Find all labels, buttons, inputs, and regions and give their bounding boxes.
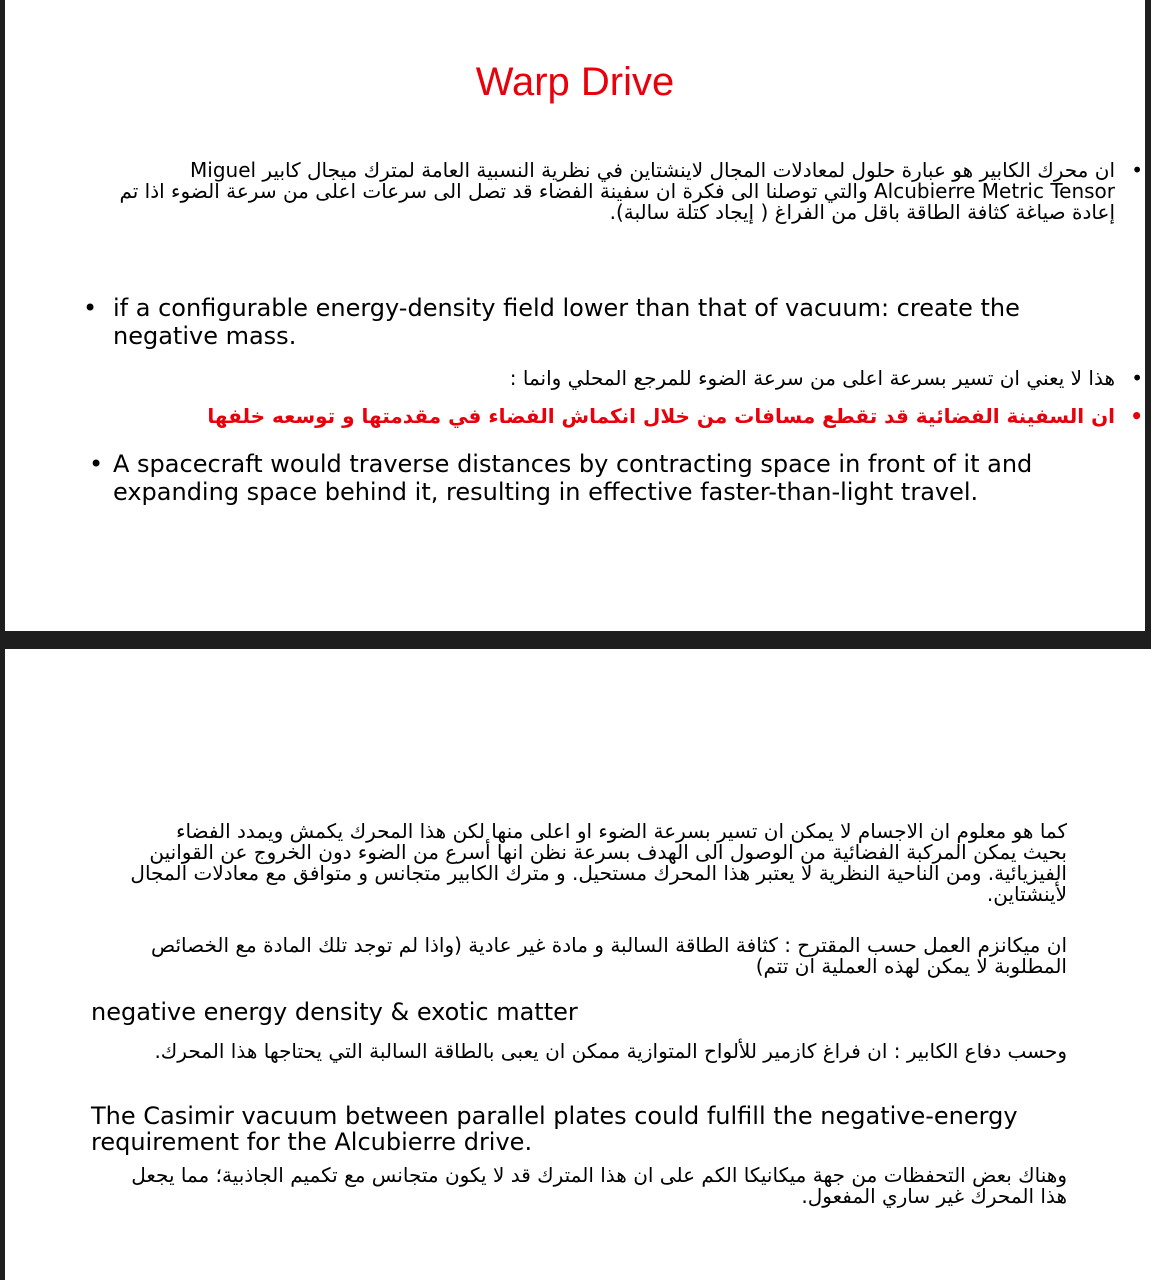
arabic-paragraph-4: وهناك بعض التحفظات من جهة ميكانيكا الكم على ان هذا المترك قد لا يكون متجانس مع تكميم الجاذبية؛ مما يجعل هذا المحرك غير ساري المفعول. [131,1163,1067,1208]
english-paragraph-2: The Casimir vacuum between parallel plates could fulfill the negative-energy requirement for the Alcubierre drive. [91,1102,1018,1156]
arabic-text: ان السفينة الفضائية قد تقطع مسافات من خلال انكماش الفضاء في مقدمتها و توسعه خلفها [207,404,1115,428]
english-paragraph-1: negative energy density & exotic matter [91,998,578,1026]
arabic-paragraph-3: وحسب دفاع الكابير : ان فراغ كازمير للألواح المتوازية ممكن ان يعبى بالطاقة السالبة التي يحتاجها هذا المحرك. [154,1039,1067,1063]
english-bullet-2 [83,450,1043,506]
bullet-dot: • [89,450,104,478]
arabic-text: هذا لا يعني ان تسير بسرعة اعلى من سرعة الضوء للمرجع المحلي وانما : [509,366,1115,390]
bullet-dot: • [83,294,98,322]
english-bullet-1 [83,294,1063,350]
slide-title: Warp Drive [475,60,675,104]
arabic-text: ان محرك الكابير هو عبارة حلول لمعادلات المجال لاينشتاين في نظرية النسبية العامة لمترك ميجال كابير Miguel Alcubierre Metric Tensor والتي توصلنا الى فكرة ان سفينة الفضاء قد تصل الى سرعات اعلى من سرعة الضوء اذا تم إعادة صياغة كثافة الطاقة باقل من الفراغ ( إيجاد كتلة سالبة). [119,158,1115,224]
slide-2 [5,649,1151,1280]
arabic-paragraph-2: ان ميكانزم العمل حسب المقترح : كثافة الطاقة السالبة و مادة غير عادية (واذا لم توجد تلك المادة مع الخصائص المطلوبة لا يمكن لهذه العملية ان تتم) [150,933,1067,978]
arabic-bullet-3-highlight [115,404,1143,428]
bullet-dot: • [1131,158,1143,182]
slide-1 [5,0,1145,631]
arabic-bullet-2 [115,366,1143,390]
arabic-paragraph-1: كما هو معلوم ان الاجسام لا يمكن ان تسير بسرعة الضوء او اعلى منها لكن هذا المحرك يكمش ويمدد الفضاء بحيث يمكن المركبة الفضائية من الوصول الى الهدف بسرعة نظن انها أسرع من الضوء دون الخروج عن القوانين الفيزيائية. ومن الناحية النظرية لا يعتبر هذا المحرك مستحيل. و مترك الكابير متجانس و متوافق مع معادلات المجال لأينشتاين. [130,819,1067,906]
english-text: if a configurable energy-density field lower than that of vacuum: create the negative mass. [113,294,1020,350]
bullet-dot: • [1131,366,1143,390]
english-text: A spacecraft would traverse distances by contracting space in front of it and expanding space behind it, resulting in effective faster-than-light travel. [113,450,1033,506]
arabic-bullet-1 [115,158,1143,224]
bullet-dot: • [1130,404,1143,428]
